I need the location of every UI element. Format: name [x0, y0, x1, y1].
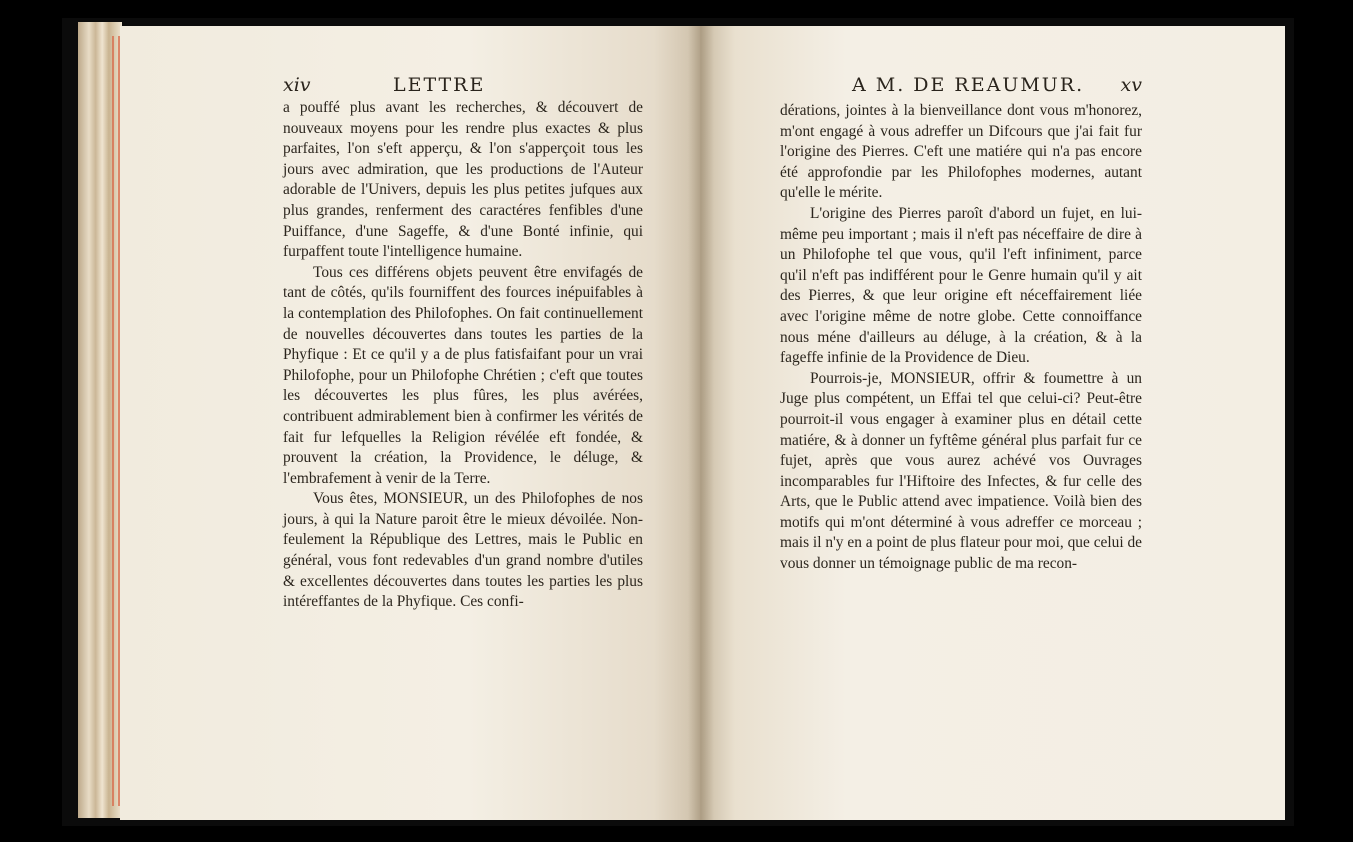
- right-folio: xv: [1120, 74, 1142, 96]
- page-edges: [78, 22, 122, 818]
- left-page-header: [283, 74, 643, 98]
- right-page-header: [780, 74, 1142, 98]
- left-paragraph: a pouffé plus avant les recherches, & découvert de nouveaux moyens pour les rendre plus exactes & plus parfaites, l'on s'eft apperçu, & l'on s'apperçoit tous les jours avec admiration, que les productions de l'Auteur adorable de l'Univers, depuis les plus petites jufques aux plus grandes, renferment des caractéres fenfibles d'une Puiffance, d'une Sageffe, & d'une Bonté infinie, qui furpaffent toute l'intelligence humaine.: [283, 99, 643, 261]
- left-paragraph: Vous êtes, MONSIEUR, un des Philofophes de nos jours, à qui la Nature paroit être le mieux dévoilée. Non-feulement la République des Lettres, mais le Public en général, vous font redevables d'un grand nombre d'utiles & excellentes découvertes dans toutes les parties les plus intéreffantes de la Phyfique. Ces confi-: [283, 490, 643, 611]
- book-gutter: [688, 26, 714, 820]
- right-paragraph: Pourrois-je, MONSIEUR, offrir & foumettre à un Juge plus compétent, un Effai tel que celui-ci? Peut-être pourroit-il vous engager à examiner plus en détail cette matiére, & à donner un fyftême général plus parfait fur ce fujet, après que vous aurez achévé vos Ouvrages incomparables fur l'Hiftoire des Infectes, & fur celle des Arts, que le Public attend avec impatience. Voilà bien des motifs qui m'ont déterminé à vous adreffer ce morceau ; mais il n'y en a point de plus flateur pour moi, que celui de vous donner un témoignage public de ma recon-: [780, 369, 1142, 573]
- left-running-head: LETTRE: [393, 74, 486, 96]
- left-folio: xiv: [283, 74, 311, 96]
- right-page-text: [780, 101, 1142, 575]
- page-edge-red-line: [112, 36, 114, 806]
- left-page-text: [283, 98, 643, 613]
- right-paragraph: dérations, jointes à la bienveillance dont vous m'honorez, m'ont engagé à vous adreffer un Difcours que j'ai fait fur l'origine des Pierres. C'eft une matiére qui n'a pas encore été approfondie par les Philofophes modernes, autant qu'elle le mérite.: [780, 102, 1142, 202]
- right-running-head: A M. DE REAUMUR.: [852, 74, 1085, 96]
- left-paragraph: Tous ces différens objets peuvent être envifagés de tant de côtés, qu'ils fourniffent des fources inépuifables à la contemplation des Philofophes. On fait continuellement de nouvelles découvertes dans toutes les parties de la Phyfique : Et ce qu'il y a de plus fatisfaifant pour un vrai Philofophe, pour un Philofophe Chrétien ; c'eft que toutes les découvertes les plus fûres, les plus avérées, contribuent admirablement bien à confirmer les vérités de fait fur lefquelles la Religion révélée eft fondée, & prouvent la création, la Providence, le déluge, & l'embrafement à venir de la Terre.: [283, 263, 643, 487]
- right-paragraph: L'origine des Pierres paroît d'abord un fujet, en lui-même peu important ; mais il n'eft pas néceffaire de dire à un Philofophe tel que vous, qu'il l'eft infiniment, parce qu'il n'eft pas indifférent pour le Genre humain qu'il y ait des Pierres, & que leur origine eft néceffairement liée avec l'origine même de notre globe. Cette connoiffance nous méne d'ailleurs au déluge, à la création, & à la fageffe infinie de la Providence de Dieu.: [780, 204, 1142, 367]
